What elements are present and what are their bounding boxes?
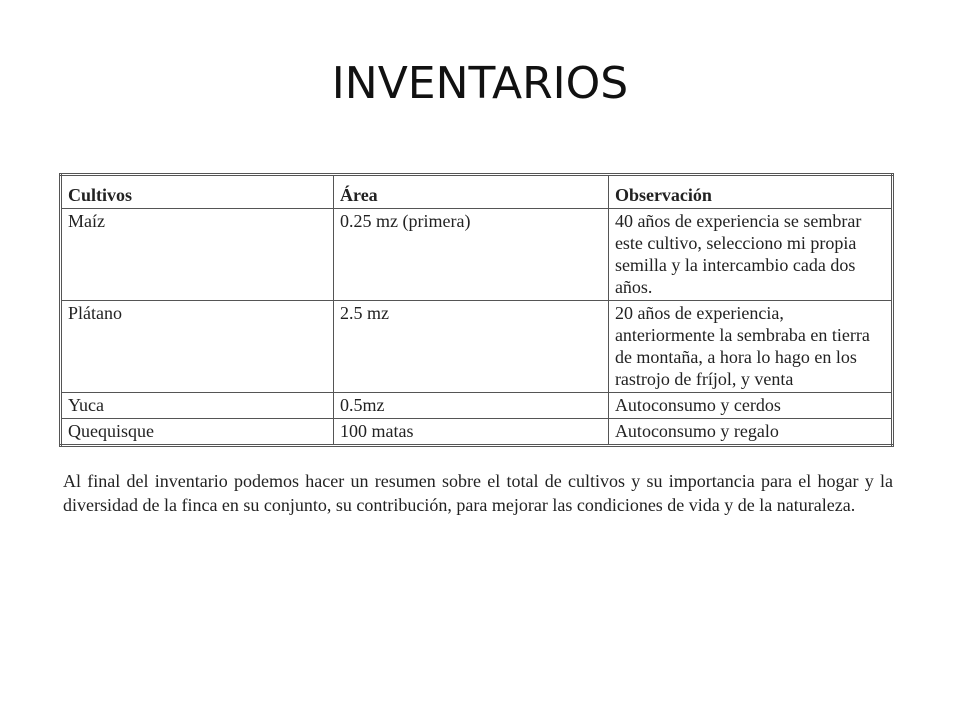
cell-cultivo: Quequisque bbox=[61, 419, 334, 446]
inventory-table bbox=[59, 173, 894, 447]
cell-area: 0.25 mz (primera) bbox=[334, 209, 609, 301]
slide-title: INVENTARIOS bbox=[331, 58, 629, 109]
cell-cultivo: Maíz bbox=[61, 209, 334, 301]
cell-cultivo: Yuca bbox=[61, 393, 334, 419]
column-header-area: Área bbox=[334, 175, 609, 209]
cell-area: 2.5 mz bbox=[334, 301, 609, 393]
table-row bbox=[61, 419, 893, 446]
cell-observacion: 20 años de experiencia, anteriormente la sembraba en tierra de montaña, a hora lo hago en los rastrojo de fríjol, y venta bbox=[608, 301, 892, 393]
cell-observacion: Autoconsumo y cerdos bbox=[608, 393, 892, 419]
table-row bbox=[61, 209, 893, 301]
table-row bbox=[61, 393, 893, 419]
column-header-observacion: Observación bbox=[608, 175, 892, 209]
cell-observacion: Autoconsumo y regalo bbox=[608, 419, 892, 446]
cell-cultivo: Plátano bbox=[61, 301, 334, 393]
cell-area: 0.5mz bbox=[334, 393, 609, 419]
column-header-cultivos: Cultivos bbox=[61, 175, 334, 209]
cell-observacion: 40 años de experiencia se sembrar este cultivo, selecciono mi propia semilla y la intercambio cada dos años. bbox=[608, 209, 892, 301]
document-excerpt bbox=[55, 173, 898, 517]
summary-paragraph: Al final del inventario podemos hacer un resumen sobre el total de cultivos y su importancia para el hogar y la diversidad de la finca en su conjunto, su contribución, para mejorar las condiciones de vida y de la naturaleza. bbox=[63, 471, 893, 515]
table-row bbox=[61, 301, 893, 393]
cell-area: 100 matas bbox=[334, 419, 609, 446]
table-header-row bbox=[61, 175, 893, 209]
